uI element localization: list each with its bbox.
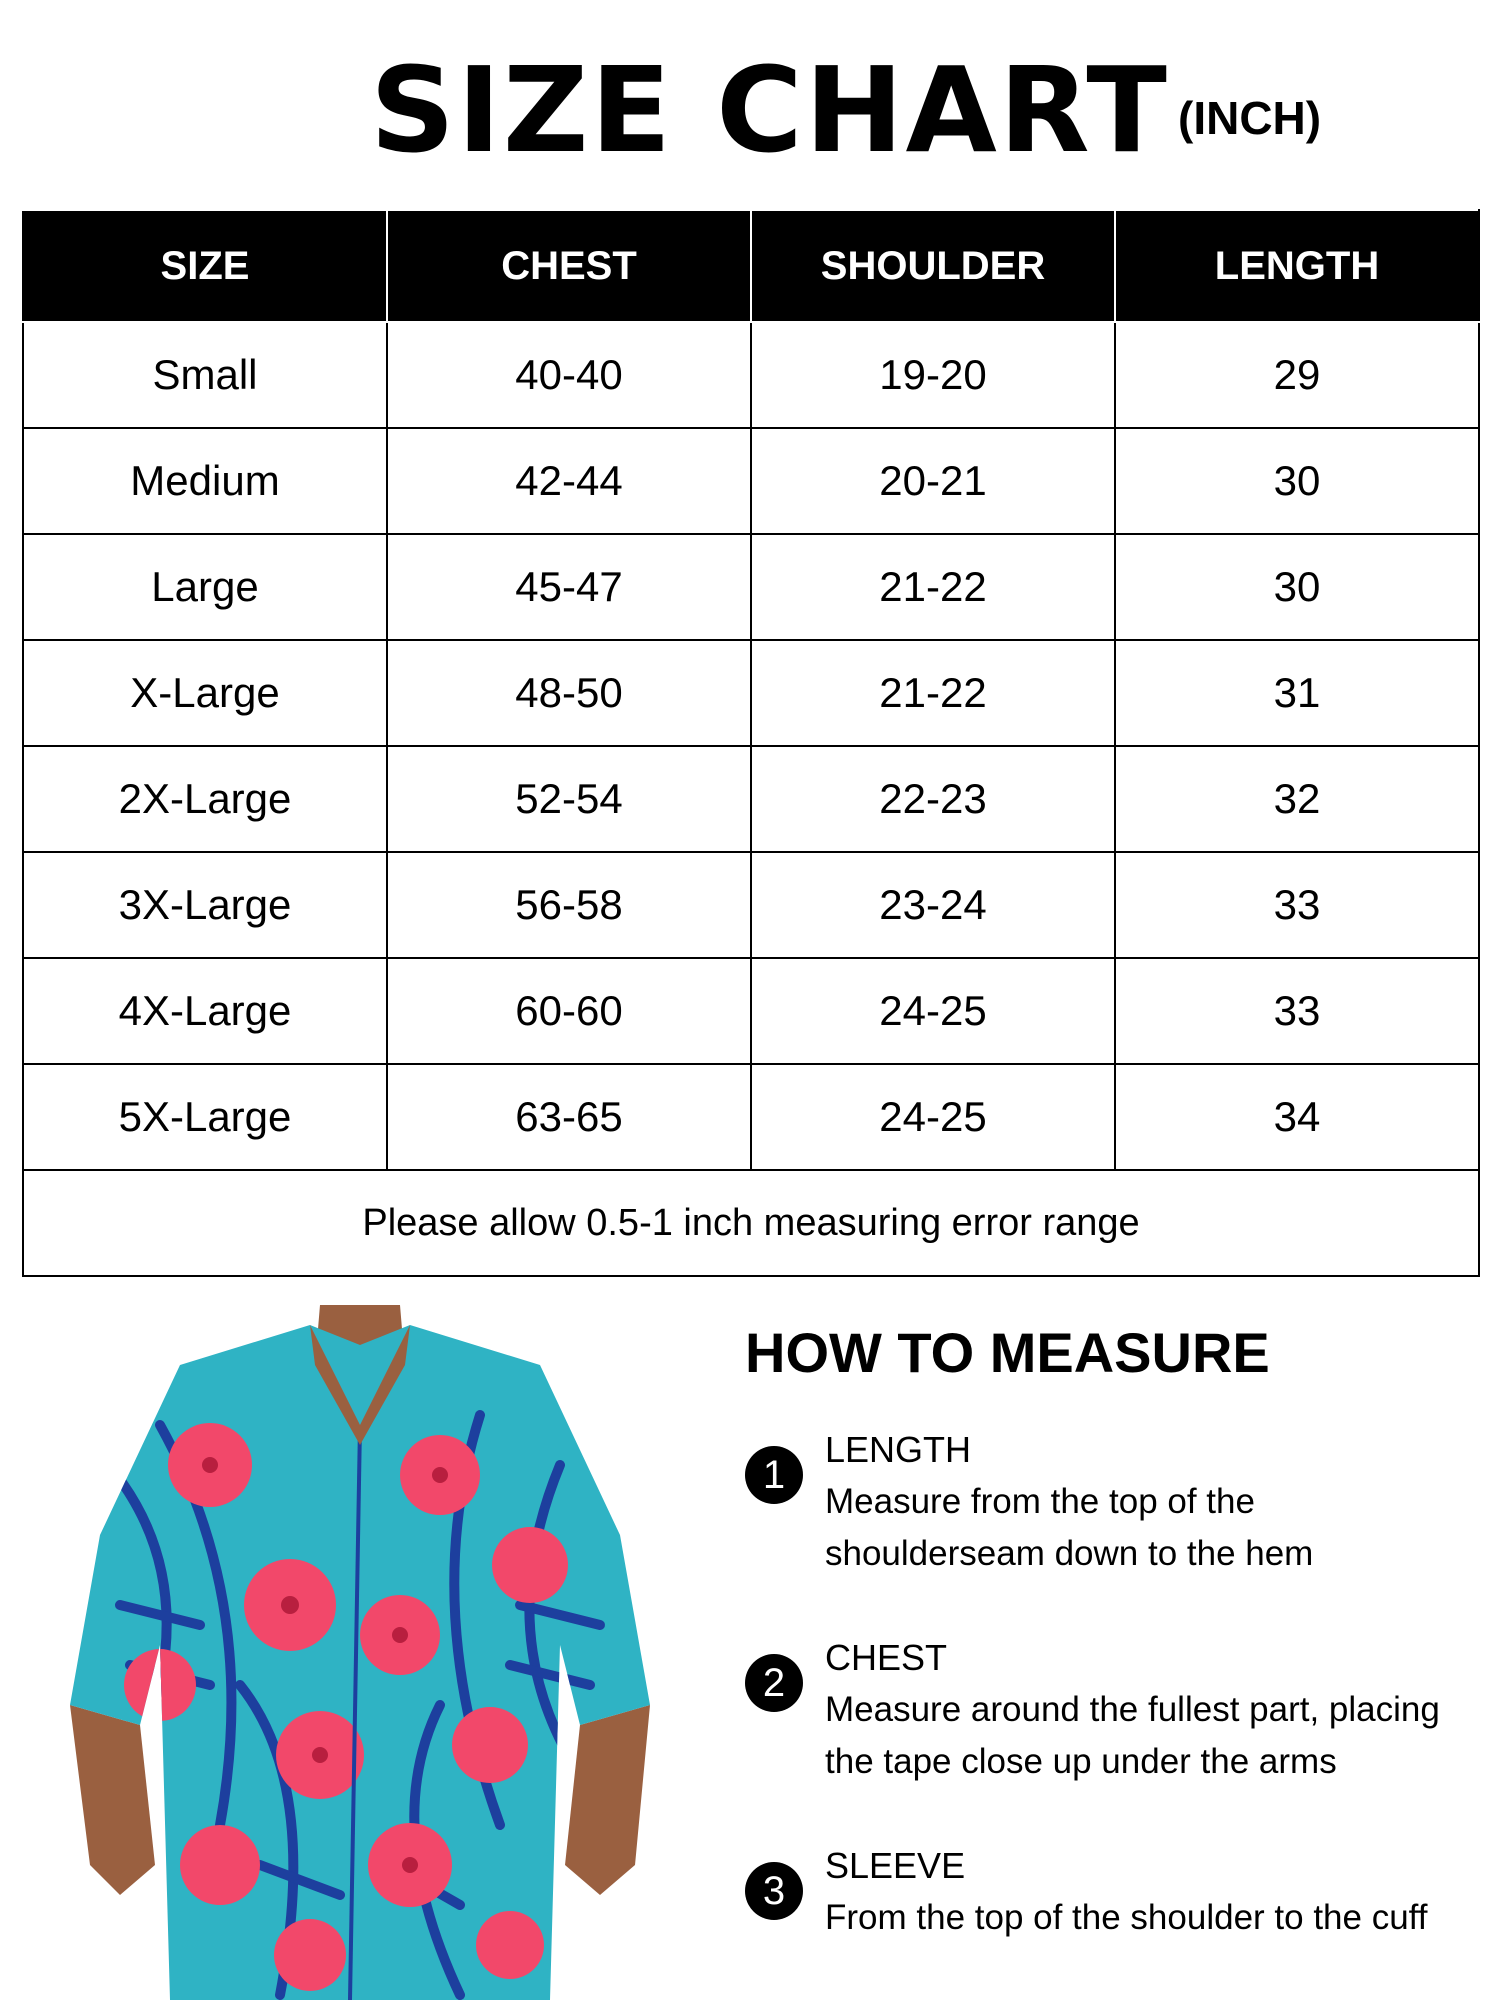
size-cell: Large: [23, 534, 387, 640]
step-description-line: the tape close up under the arms: [825, 1742, 1337, 1781]
length-cell: 30: [1115, 428, 1479, 534]
table-header-row: [23, 210, 1479, 322]
chest-cell: 42-44: [387, 428, 751, 534]
header-shoulder: SHOULDER: [751, 210, 1115, 322]
table-row: [23, 746, 1479, 852]
right-arm: [565, 1705, 650, 1895]
table-row: [23, 958, 1479, 1064]
step-number-badge: 3: [745, 1862, 803, 1920]
length-cell: 30: [1115, 534, 1479, 640]
table-note-row: [23, 1170, 1479, 1276]
length-cell: 33: [1115, 852, 1479, 958]
step-heading: CHEST: [825, 1637, 948, 1678]
shoulder-cell: 21-22: [751, 534, 1115, 640]
size-cell: 3X-Large: [23, 852, 387, 958]
step-heading: SLEEVE: [825, 1845, 966, 1886]
measure-step-length: [745, 1424, 1485, 1580]
chest-cell: 48-50: [387, 640, 751, 746]
length-cell: 31: [1115, 640, 1479, 746]
chest-cell: 40-40: [387, 322, 751, 428]
step-number-badge: 1: [745, 1446, 803, 1504]
table-row: [23, 1064, 1479, 1170]
size-cell: 4X-Large: [23, 958, 387, 1064]
header-length: LENGTH: [1115, 210, 1479, 322]
step-description-line: shoulderseam down to the hem: [825, 1534, 1314, 1573]
table-row: [23, 534, 1479, 640]
step-description-line: Measure around the fullest part, placing: [825, 1690, 1440, 1729]
shoulder-cell: 23-24: [751, 852, 1115, 958]
length-cell: 29: [1115, 322, 1479, 428]
chest-cell: 52-54: [387, 746, 751, 852]
how-to-measure-section: [745, 1318, 1485, 1996]
unit-label: (INCH): [1178, 92, 1322, 144]
table-row: [23, 322, 1479, 428]
shoulder-cell: 19-20: [751, 322, 1115, 428]
size-cell: Medium: [23, 428, 387, 534]
shirt-body: [60, 1305, 660, 2000]
table-row: [23, 640, 1479, 746]
shoulder-cell: 21-22: [751, 640, 1115, 746]
step-number-badge: 2: [745, 1654, 803, 1712]
chest-cell: 63-65: [387, 1064, 751, 1170]
header-chest: CHEST: [387, 210, 751, 322]
shoulder-cell: 20-21: [751, 428, 1115, 534]
page-title: SIZE CHART: [370, 41, 1169, 179]
title-row: [0, 40, 1500, 180]
length-cell: 34: [1115, 1064, 1479, 1170]
size-cell: X-Large: [23, 640, 387, 746]
length-cell: 32: [1115, 746, 1479, 852]
shirt-illustration: [60, 1305, 660, 2000]
size-cell: 5X-Large: [23, 1064, 387, 1170]
measure-step-chest: [745, 1632, 1485, 1788]
step-heading: LENGTH: [825, 1429, 972, 1470]
model-shirt-photo: [60, 1305, 660, 2000]
left-arm: [70, 1705, 155, 1895]
shoulder-cell: 24-25: [751, 958, 1115, 1064]
size-cell: Small: [23, 322, 387, 428]
table-row: [23, 428, 1479, 534]
step-description-line: From the top of the shoulder to the cuff: [825, 1898, 1428, 1937]
table-row: [23, 852, 1479, 958]
header-size: SIZE: [23, 210, 387, 322]
measurement-note: Please allow 0.5-1 inch measuring error range: [23, 1170, 1479, 1276]
chest-cell: 45-47: [387, 534, 751, 640]
shoulder-cell: 22-23: [751, 746, 1115, 852]
length-cell: 33: [1115, 958, 1479, 1064]
chest-cell: 56-58: [387, 852, 751, 958]
measure-step-sleeve: [745, 1840, 1485, 1944]
size-table: [22, 209, 1480, 1277]
size-cell: 2X-Large: [23, 746, 387, 852]
shoulder-cell: 24-25: [751, 1064, 1115, 1170]
how-to-measure-title: HOW TO MEASURE: [745, 1321, 1270, 1384]
step-description-line: Measure from the top of the: [825, 1482, 1255, 1521]
chest-cell: 60-60: [387, 958, 751, 1064]
